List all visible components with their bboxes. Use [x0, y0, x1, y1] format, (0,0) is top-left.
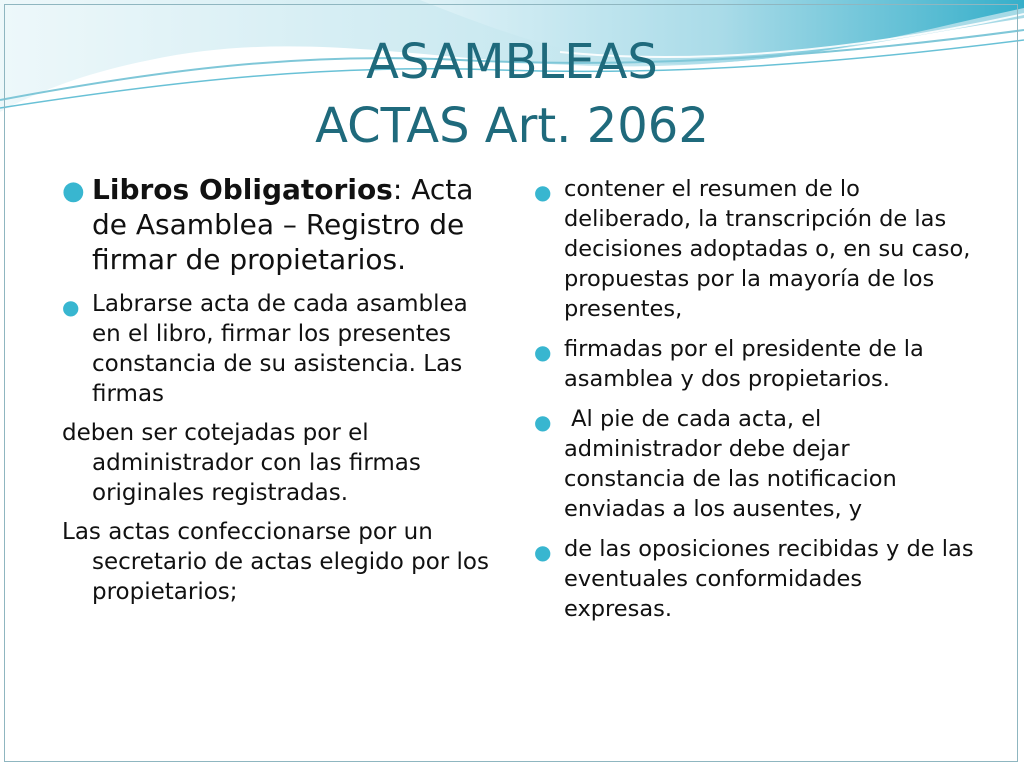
list-item — [62, 172, 502, 277]
paragraph: deben ser cotejadas por el administrador con las firmas originales registradas. — [62, 420, 421, 506]
item-text: : Acta de Asamblea – Registro de firmar de propietarios. — [92, 173, 474, 276]
list-item — [534, 404, 974, 524]
bullet-dot-icon: ● — [534, 410, 552, 434]
bullet-dot-icon: ● — [534, 180, 552, 204]
bullet-dot-icon: ● — [62, 176, 85, 206]
paragraph: Las actas confeccionarse por un secretario de actas elegido por los propietarios; — [62, 519, 489, 605]
list-item — [534, 534, 974, 624]
list-item — [62, 289, 502, 409]
list-item — [534, 174, 974, 324]
bullet-dot-icon: ● — [534, 340, 552, 364]
item-text: de las oposiciones recibidas y de las eventuales conformidades expresas. — [564, 536, 974, 622]
item-text: Labrarse acta de cada asamblea en el libro, firmar los presentes constancia de su asistencia. Las firmas — [92, 291, 468, 407]
item-text: firmadas por el presidente de la asamblea y dos propietarios. — [564, 336, 924, 392]
bullet-dot-icon: ● — [534, 540, 552, 564]
title-line-2: ACTAS Art. 2062 — [315, 98, 709, 154]
list-item — [534, 334, 974, 394]
item-text: contener el resumen de lo deliberado, la transcripción de las decisiones adoptadas o, en su caso, propuestas por la mayoría de los presentes, — [564, 176, 971, 322]
item-text: Al pie de cada acta, el administrador debe dejar constancia de las notificacion enviadas a los ausentes, y — [564, 406, 904, 522]
left-column — [62, 172, 502, 616]
slide-title — [0, 30, 1024, 158]
right-column — [534, 172, 974, 634]
bullet-dot-icon: ● — [62, 295, 80, 319]
title-line-1: ASAMBLEAS — [366, 34, 658, 90]
item-bold-label: Libros Obligatorios — [92, 173, 393, 206]
